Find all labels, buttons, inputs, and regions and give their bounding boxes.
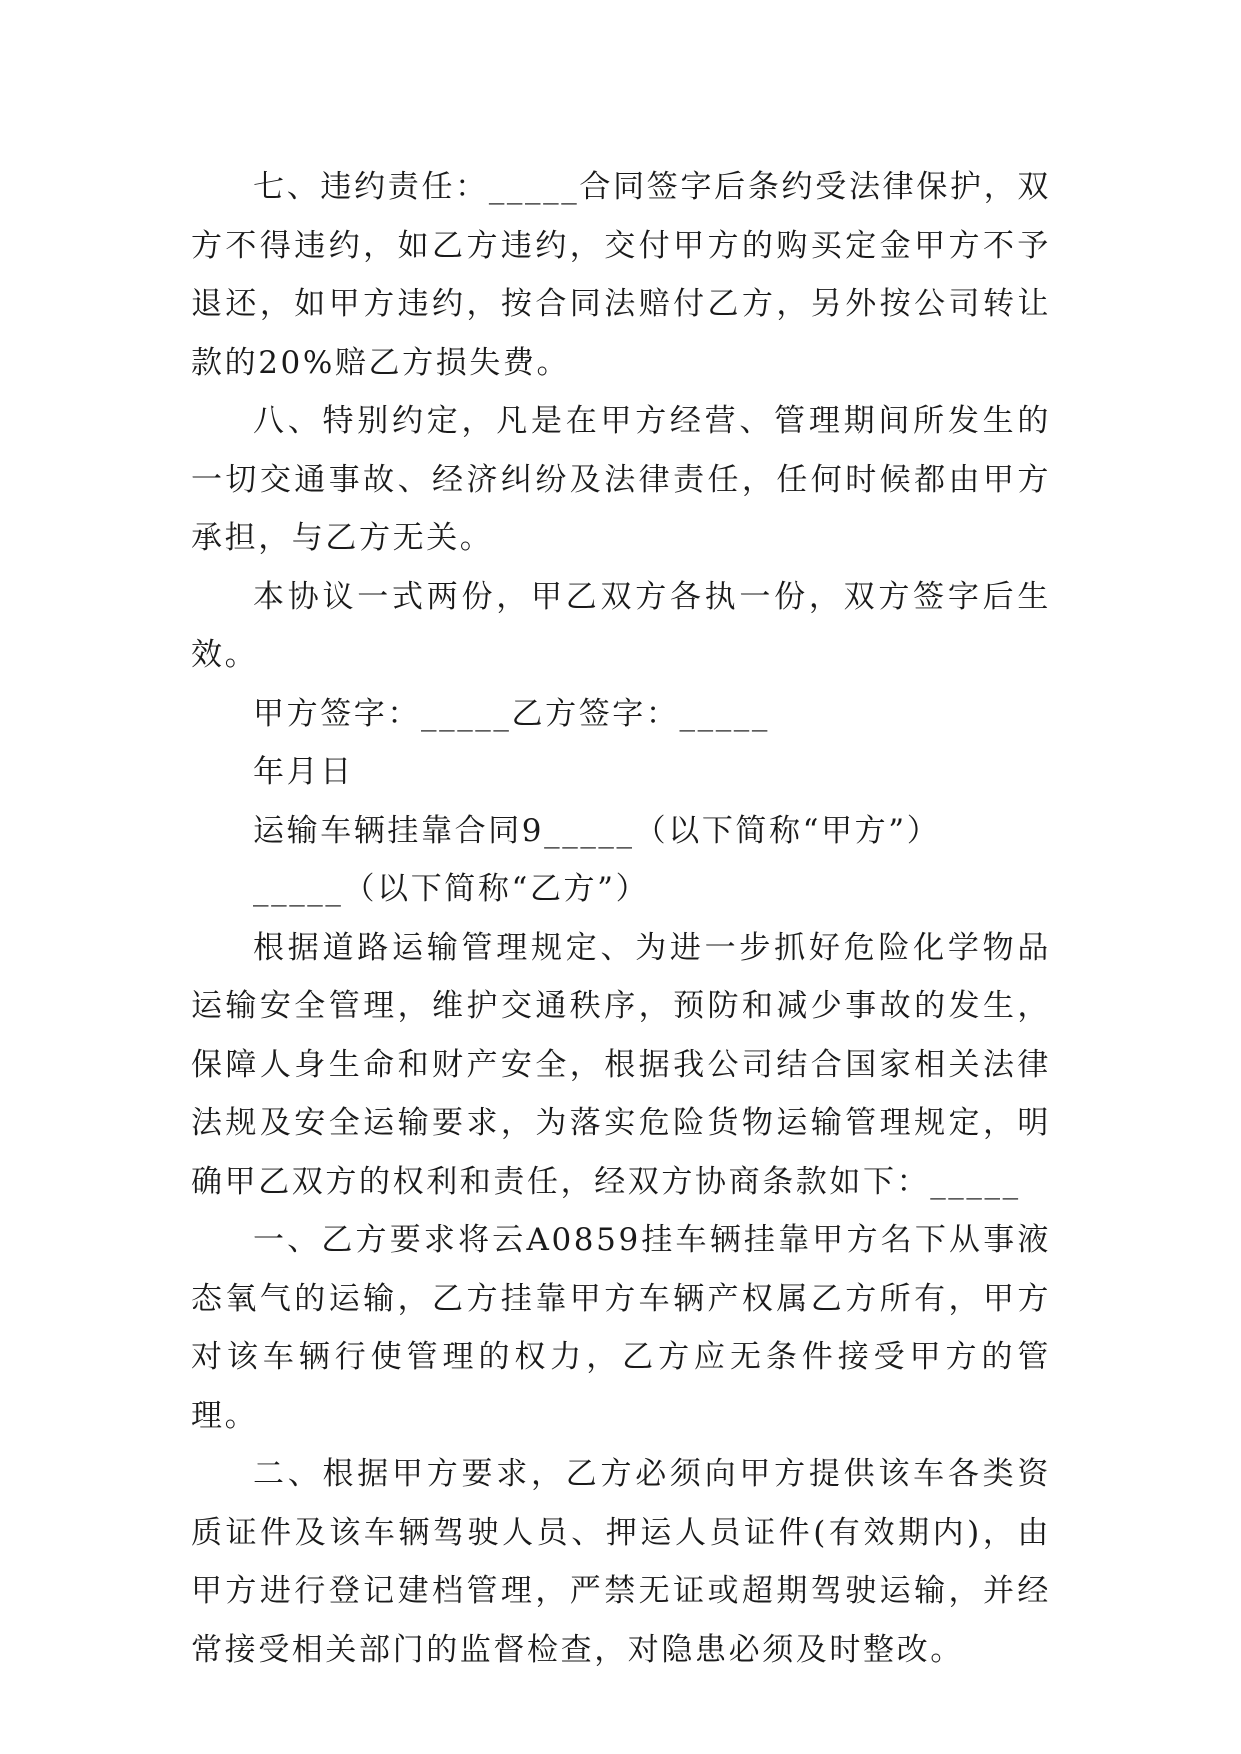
signature-line: 甲方签字：_____乙方签字：_____ [253,695,770,732]
clause-7-breach-liability: 七、违约责任：_____合同签字后条约受法律保护，双方不得违约，如乙方违约，交付甲方的购买定金甲方不予退还，如甲方违约，按合同法赔付乙方，另外按公司转让款的20%赔乙方损失费。 [191,169,1051,381]
document-page [191,158,1051,1679]
preamble-paragraph: 根据道路运输管理规定、为进一步抓好危险化学物品运输安全管理，维护交通秩序，预防和减少事故的发生，保障人身生命和财产安全，根据我公司结合国家相关法律法规及安全运输要求，为落实危险货物运输管理规定，明确甲乙双方的权利和责任，经双方协商条款如下：_____ [191,929,1051,1200]
party-b-line: _____（以下简称“乙方”） [253,871,650,907]
date-line: 年月日 [253,754,354,790]
clause-8-special-agreement: 八、特别约定，凡是在甲方经营、管理期间所发生的一切交通事故、经济纠纷及法律责任，任何时候都由甲方承担，与乙方无关。 [191,403,1051,556]
copies-statement: 本协议一式两份，甲乙双方各执一份，双方签字后生效。 [191,578,1051,673]
contract-title-party-a: 运输车辆挂靠合同9_____（以下简称“甲方”） [253,812,941,849]
clause-2: 二、根据甲方要求，乙方必须向甲方提供该车各类资质证件及该车辆驾驶人员、押运人员证件(有效期内)，由甲方进行登记建档管理，严禁无证或超期驾驶运输，并经常接受相关部门的监督检查，对隐患必须及时整改。 [191,1456,1051,1668]
clause-1: 一、乙方要求将云A0859挂车辆挂靠甲方名下从事液态氧气的运输，乙方挂靠甲方车辆产权属乙方所有，甲方对该车辆行使管理的权力，乙方应无条件接受甲方的管理。 [191,1222,1051,1434]
